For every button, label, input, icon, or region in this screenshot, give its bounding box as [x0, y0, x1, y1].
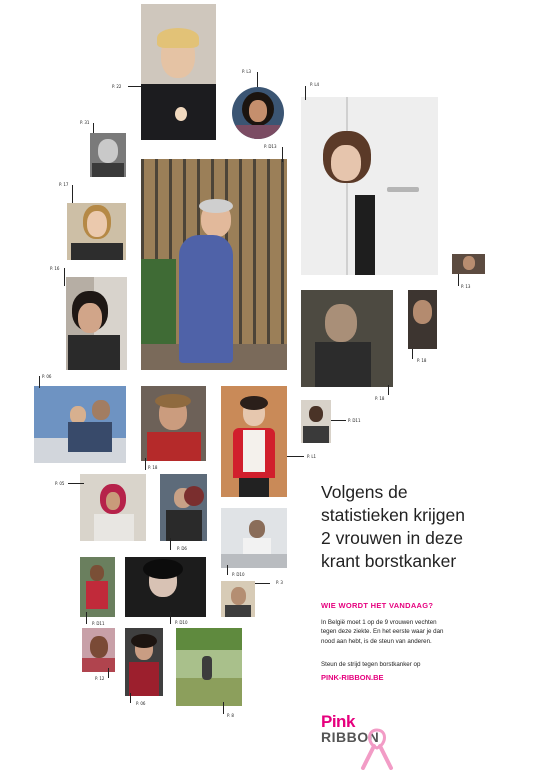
page-tag: P. 06 — [136, 701, 146, 706]
leader-line — [128, 86, 141, 87]
headline-line: 2 vrouwen in deze — [321, 528, 464, 548]
photo-woman-dark-makeup — [125, 557, 206, 617]
leader-line — [170, 538, 171, 550]
page-tag: P. D10 — [232, 572, 245, 577]
leader-line — [458, 274, 459, 286]
photo-woman-laptop-small — [301, 400, 331, 443]
leader-line — [72, 185, 73, 203]
page-tag: P. D11 — [348, 418, 361, 423]
photo-garden-landscape — [176, 628, 242, 706]
page-tag: P. 06 — [42, 374, 52, 379]
body-line: nood aan hebt, is de steun van anderen. — [321, 637, 432, 645]
leader-line — [287, 456, 304, 457]
page-tag: P. D13 — [264, 144, 277, 149]
page-tag: P. 18 — [375, 396, 385, 401]
body-line: tegen deze ziekte. En het eerste waar je dan — [321, 628, 444, 636]
photo-woman-headscarf — [80, 474, 146, 541]
page-tag: P. 3 — [276, 580, 283, 585]
leader-line — [412, 349, 413, 359]
photo-woman-bw — [90, 133, 126, 177]
body-line: In België moet 1 op de 9 vrouwen vechten — [321, 619, 437, 626]
photo-woman-blonde-smiling — [67, 203, 126, 260]
headline-line: krant borstkanker — [321, 551, 457, 571]
question-heading: WIE WORDT HET VANDAAG? — [321, 601, 434, 610]
photo-woman-dark-hair-window — [66, 277, 127, 370]
ribbon-icon — [357, 726, 397, 770]
photo-people-office — [160, 474, 207, 541]
pink-ribbon-logo — [321, 712, 401, 770]
headline-line: Volgens de — [321, 482, 408, 502]
page-tag: P. 16 — [50, 266, 60, 271]
logo-pink-text: Pink — [321, 712, 355, 731]
photo-woman-round-curly — [232, 87, 284, 139]
page-tag: P. D11 — [92, 621, 105, 626]
leader-line — [255, 583, 270, 584]
support-text: Steun de strijd tegen borstkanker op — [321, 661, 421, 668]
headline — [321, 481, 521, 573]
page-tag: P. D10 — [175, 620, 188, 625]
leader-line — [108, 668, 109, 678]
leader-line — [170, 612, 171, 624]
page-tag: P. 17 — [59, 182, 69, 187]
photo-woman-behind-door — [301, 97, 438, 275]
leader-line — [257, 72, 258, 87]
page-tag: P. L1 — [307, 454, 317, 459]
page-tag: P. 8 — [227, 713, 234, 718]
photo-woman-pink-veil — [82, 628, 115, 672]
website-link[interactable]: PINK-RIBBON.BE — [321, 673, 384, 682]
leader-line — [145, 458, 146, 470]
body-text — [321, 618, 521, 646]
leader-line — [86, 612, 87, 624]
page-tag: P. 12 — [95, 676, 105, 681]
photo-woman-office-desk — [221, 508, 287, 568]
page-tag: P. 31 — [80, 120, 90, 125]
logo-ribbon-text: RIBBON — [321, 729, 380, 745]
headline-line: statistieken krijgen — [321, 505, 465, 525]
photo-person-glass — [301, 290, 393, 387]
leader-line — [39, 376, 40, 388]
leader-line — [93, 123, 94, 133]
leader-line — [130, 693, 131, 703]
photo-woman-red-cardigan — [221, 386, 287, 497]
leader-line — [68, 483, 84, 484]
page-tag: P. 13 — [461, 284, 471, 289]
leader-line — [64, 268, 65, 286]
photo-old-woman-blue-dress — [141, 159, 287, 370]
photo-woman-blonde-dark-top — [141, 4, 216, 140]
leader-line — [331, 420, 346, 421]
page-tag: P. L4 — [310, 82, 320, 87]
page-tag: P. 22 — [112, 84, 122, 89]
leader-line — [388, 385, 389, 395]
leader-line — [227, 565, 228, 575]
leader-line — [223, 702, 224, 714]
photo-women-railing-outdoor — [34, 386, 126, 463]
photo-woman-short-hair-small — [221, 581, 255, 617]
photo-woman-portrait-dark — [408, 290, 437, 349]
leader-line — [282, 147, 283, 162]
page-tag: P. D6 — [177, 546, 187, 551]
photo-woman-red-top — [141, 386, 206, 461]
page-tag: P. 18 — [417, 358, 427, 363]
page-tag: P. 05 — [55, 481, 65, 486]
page-tag: P. 18 — [148, 465, 158, 470]
photo-woman-dark-hair-red — [125, 628, 163, 696]
leader-line — [305, 86, 306, 100]
photo-girl-red-dress — [80, 557, 115, 617]
photo-woman-small-right — [452, 254, 485, 274]
page-tag: P. L3 — [242, 69, 252, 74]
